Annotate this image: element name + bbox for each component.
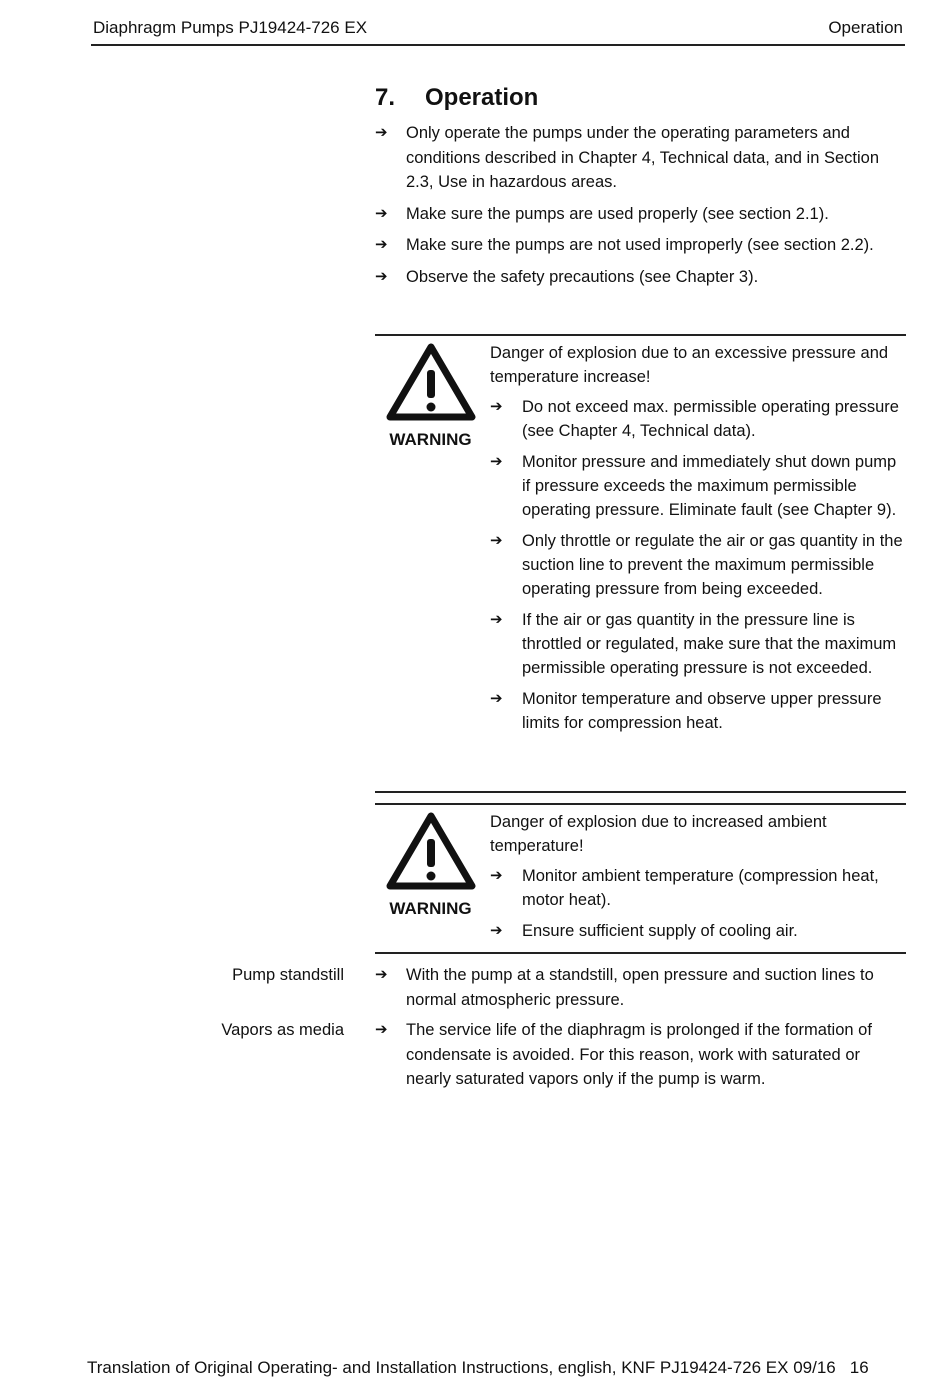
arrow-right-icon: ➔ [375, 124, 388, 141]
list-item: ➔ Monitor ambient temperature (compression heat, motor heat). [490, 864, 908, 912]
arrow-right-icon: ➔ [375, 204, 388, 222]
warning-label: WARNING [389, 899, 472, 918]
chapter-heading [375, 84, 538, 112]
section-title: Operation [828, 18, 903, 37]
list-item: ➔ Make sure the pumps are used properly (see section 2.1). [375, 202, 905, 227]
warning-top-rule [375, 334, 906, 336]
arrow-right-icon: ➔ [375, 966, 388, 983]
warning-triangle-icon [386, 811, 476, 891]
list-item: ➔ Do not exceed max. permissible operating pressure (see Chapter 4, Technical data). [490, 395, 908, 443]
warning-triangle-icon [386, 342, 476, 422]
arrow-right-icon: ➔ [490, 922, 503, 939]
warning-block [375, 334, 906, 806]
warning-text [490, 341, 908, 742]
intro-bullet-list [375, 121, 905, 296]
warning-lead: Danger of explosion due to increased ambient temperature! [490, 813, 827, 855]
warning-items [490, 864, 908, 943]
list-item: ➔ Observe the safety precautions (see Chapter 3). [375, 265, 905, 290]
warning-block [375, 803, 906, 955]
list-item: ➔ Make sure the pumps are not used improperly (see section 2.2). [375, 233, 905, 258]
arrow-right-icon: ➔ [490, 690, 503, 707]
margin-label-pump-standstill: Pump standstill [232, 966, 344, 984]
arrow-right-icon: ➔ [375, 267, 388, 285]
list-item: ➔ If the air or gas quantity in the pressure line is throttled or regulated, make sure that the maximum permissible operating pressure is not exceeded. [490, 608, 908, 680]
arrow-right-icon: ➔ [490, 611, 503, 628]
warning-top-rule [375, 803, 906, 805]
page-footer [87, 1358, 869, 1378]
chapter-title: Operation [425, 84, 539, 111]
list-item: ➔ Only operate the pumps under the operating parameters and conditions described in Chapter 4, Technical data, and in Section 2.3, Use in hazardous areas. [375, 121, 905, 195]
arrow-right-icon: ➔ [490, 532, 503, 549]
page-number: 16 [849, 1358, 869, 1377]
warning-bottom-rule [375, 791, 906, 793]
list-item: ➔ Monitor temperature and observe upper pressure limits for compression heat. [490, 687, 908, 735]
warning-items [490, 395, 908, 735]
warning-lead: Danger of explosion due to an excessive pressure and temperature increase! [490, 344, 889, 386]
warning-bottom-rule [375, 952, 906, 954]
list-item: ➔ Ensure sufficient supply of cooling air. [490, 919, 908, 943]
arrow-right-icon: ➔ [490, 867, 503, 884]
chapter-number: 7. [375, 84, 396, 111]
document-title: Diaphragm Pumps PJ19424-726 EX [93, 18, 368, 37]
vapors-as-media-text: ➔ The service life of the diaphragm is prolonged if the formation of condensate is avoided. For this reason, work with saturated or nearly saturated vapors only if the pump is warm. [375, 1018, 905, 1092]
list-item: ➔ Monitor pressure and immediately shut down pump if pressure exceeds the maximum permissible operating pressure. Eliminate fault (see Chapter 9). [490, 450, 908, 522]
warning-label: WARNING [389, 430, 472, 449]
arrow-right-icon: ➔ [375, 236, 388, 253]
footer-text: Translation of Original Operating- and Installation Instructions, english, KNF PJ19424-726 EX 09/16 [87, 1358, 836, 1377]
arrow-right-icon: ➔ [490, 453, 503, 470]
pump-standstill-text: ➔ With the pump at a standstill, open pressure and suction lines to normal atmospheric pressure. [375, 963, 905, 1012]
margin-label-vapors-as-media: Vapors as media [221, 1021, 344, 1039]
warning-text [490, 810, 908, 950]
header-divider [91, 44, 905, 46]
arrow-right-icon: ➔ [490, 398, 503, 415]
list-item: ➔ Only throttle or regulate the air or gas quantity in the suction line to prevent the maximum permissible operating pressure from being exceeded. [490, 529, 908, 601]
arrow-right-icon: ➔ [375, 1021, 388, 1038]
